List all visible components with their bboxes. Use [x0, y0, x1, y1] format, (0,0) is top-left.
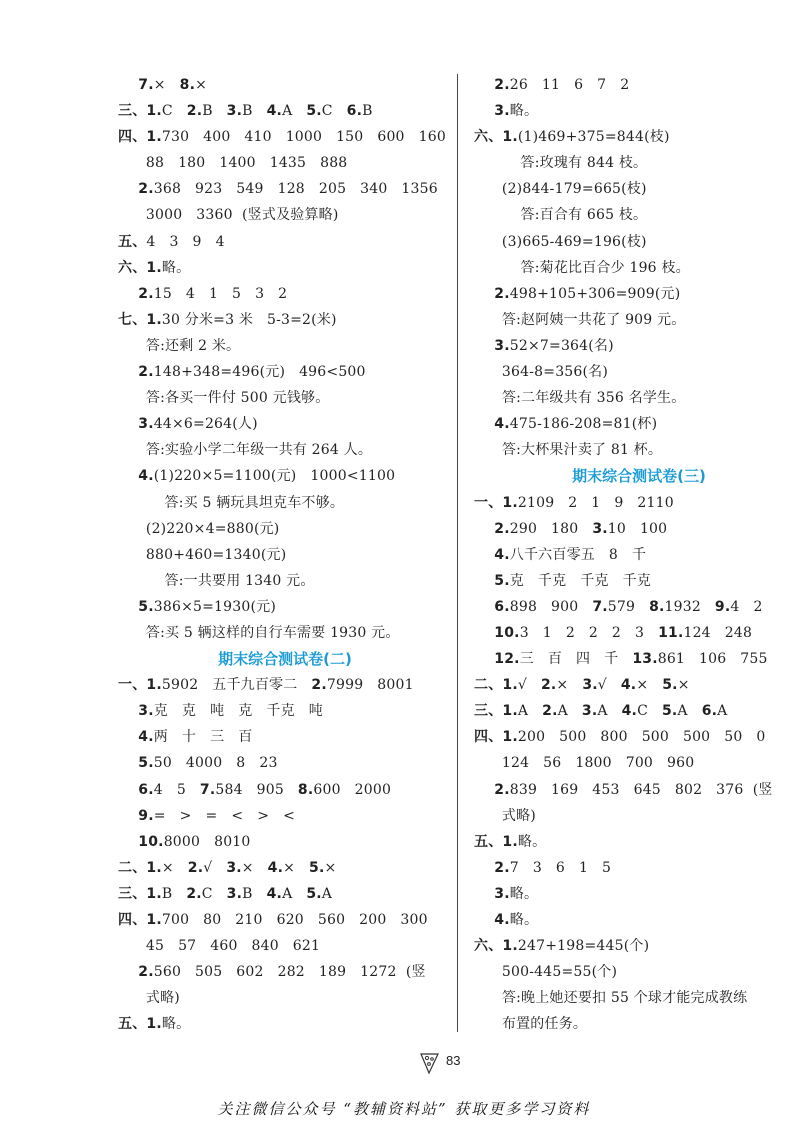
question-number: 三、1. [118, 103, 162, 120]
question-number: 7. [199, 781, 216, 798]
question-number: 8. [297, 781, 314, 798]
answer-text: C [321, 103, 347, 120]
answer-text: 式略) [474, 807, 536, 824]
answer-text: 148+348=496(元) 496<500 [153, 364, 366, 381]
question-number: 3. [118, 703, 154, 720]
answer-text: √ [517, 677, 541, 694]
answer-text: × [283, 859, 310, 876]
answer-text: × [195, 77, 208, 93]
answer-line [474, 281, 804, 307]
question-number: 一、1. [474, 494, 518, 511]
answer-text: 4 5 [153, 781, 200, 798]
answer-text: 答:菊花比百合少 196 枝。 [474, 259, 690, 276]
answer-line [474, 202, 804, 228]
question-number: 8. [649, 598, 665, 615]
answer-line [474, 516, 804, 542]
answer-text: 克 千克 千克 千克 [509, 572, 652, 589]
question-number: 2. [474, 859, 510, 876]
answer-text: 861 106 755 [657, 651, 768, 668]
answer-line [118, 672, 452, 698]
question-number: 六、1. [118, 259, 162, 276]
question-number: 二、1. [474, 677, 518, 694]
answer-text: A [517, 703, 543, 720]
answer-text: (3)665-469=196(枝) [474, 233, 647, 250]
answer-text: 200 500 800 500 500 50 0 [517, 729, 766, 746]
answer-text: 560 505 602 282 189 1272 (竖 [153, 964, 426, 981]
right-column [474, 72, 804, 1037]
answer-text: 5902 五千九百零二 [161, 677, 312, 694]
answer-line [118, 933, 452, 959]
answer-text: 答:实验小学二年级一共有 264 人。 [118, 442, 373, 459]
answer-text: A [677, 703, 702, 720]
answer-text: B [202, 103, 227, 120]
question-number: 6. [474, 598, 510, 615]
question-number: 五、1. [474, 833, 518, 850]
answer-text: 答:二年级共有 356 名学生。 [474, 390, 686, 407]
question-number: 2. [474, 520, 510, 537]
answer-text: A [597, 703, 622, 720]
answer-line [118, 855, 452, 881]
question-number: 2. [118, 181, 154, 198]
answer-line [474, 307, 804, 333]
answer-line [474, 881, 804, 907]
answer-line [118, 411, 452, 437]
answer-line [474, 568, 804, 594]
answer-text: 2109 2 1 9 2110 [517, 494, 674, 511]
answer-text: 三 百 四 千 [519, 651, 633, 668]
answer-line [474, 411, 804, 437]
question-number: 2. [186, 885, 202, 902]
question-number: 3. [226, 103, 243, 120]
answer-text: 898 900 [509, 598, 593, 615]
answer-text: × [556, 677, 583, 694]
question-number: 六、1. [474, 129, 518, 146]
answer-text: 式略) [118, 990, 180, 1007]
answer-line [118, 202, 452, 228]
question-number: 13. [632, 651, 658, 668]
answer-line [118, 1011, 452, 1037]
answer-line [474, 255, 804, 281]
question-number: 5. [306, 885, 322, 902]
question-number: 5. [661, 703, 678, 720]
answer-text: A [717, 703, 728, 720]
answer-text: 略。 [161, 259, 191, 276]
answer-text: (2)220×4=880(元) [118, 520, 280, 537]
answer-text: = > = < > < [153, 807, 296, 824]
pizza-slice-icon [418, 1050, 444, 1076]
question-number: 5. [474, 572, 510, 589]
answer-line [474, 594, 804, 620]
question-number: 2. [118, 364, 154, 381]
answer-line [474, 672, 804, 698]
question-number: 3. [226, 859, 242, 876]
answer-line [118, 307, 452, 333]
answer-line [118, 777, 452, 803]
answer-text: 略。 [509, 885, 539, 902]
answer-text: 1932 [664, 598, 715, 615]
question-number: 3. [474, 885, 510, 902]
answer-text: 4 3 9 4 [146, 233, 225, 250]
question-number: 2. [186, 103, 203, 120]
question-number: 4. [474, 416, 510, 433]
question-number: 5. [309, 859, 325, 876]
question-number: 五、 [118, 233, 147, 250]
answer-line [474, 359, 804, 385]
answer-line [118, 803, 452, 829]
answer-text: 30 分米=3 米 5-3=2(米) [161, 311, 337, 328]
answer-line [118, 594, 452, 620]
answer-text: 88 180 1400 1435 888 [118, 155, 348, 172]
answer-line [474, 620, 804, 646]
answer-text: 4 2 [730, 598, 763, 615]
answer-text: 52×7=364(名) [509, 337, 614, 354]
question-number: 6. [118, 781, 154, 798]
question-number: 11. [658, 624, 684, 641]
answer-text: 247+198=445(个) [517, 938, 650, 955]
question-number: 4. [118, 468, 154, 485]
answer-line [118, 959, 452, 985]
answer-line [118, 72, 452, 98]
question-number: 四、1. [118, 129, 162, 146]
answer-text: B [362, 103, 373, 120]
question-number: 9. [118, 807, 154, 824]
answer-text: √ [597, 677, 621, 694]
answer-line [474, 124, 804, 150]
answer-line [474, 385, 804, 411]
question-number: 三、1. [118, 885, 162, 902]
question-number: 2. [311, 677, 327, 694]
answer-line [118, 516, 452, 542]
answer-text: 290 180 [509, 520, 593, 537]
question-number: 3. [592, 520, 608, 537]
question-number: 5. [118, 598, 154, 615]
answer-text: 略。 [509, 912, 539, 928]
answer-line [118, 463, 452, 489]
question-number: 2. [540, 677, 557, 694]
question-number: 10. [474, 624, 520, 641]
answer-line [118, 985, 452, 1011]
answer-text: 500-445=55(个) [474, 964, 618, 981]
answer-text: 答:百合有 665 枝。 [474, 207, 648, 224]
question-number: 一、1. [118, 677, 162, 694]
question-number: 4. [620, 677, 637, 694]
question-number: 2. [187, 859, 204, 876]
question-number: 10. [118, 833, 164, 850]
answer-line [474, 750, 804, 776]
answer-line [474, 959, 804, 985]
answer-text: 答:赵阿姨一共花了 909 元。 [474, 311, 686, 328]
answer-text: × [636, 677, 663, 694]
question-number: 9. [714, 598, 731, 615]
answer-line [474, 777, 804, 803]
question-number: 7. [592, 598, 608, 615]
answer-line [118, 359, 452, 385]
answer-text: 880+460=1340(元) [118, 546, 287, 563]
question-number: 3. [474, 103, 510, 120]
answer-text: (1)469+375=844(枝) [517, 129, 670, 146]
answer-text: 3 1 2 2 2 3 [519, 624, 659, 641]
answer-text: × [153, 77, 180, 93]
answer-line [118, 881, 452, 907]
answer-line [118, 724, 452, 750]
answer-line [118, 620, 452, 646]
answer-text: 475-186-208=81(杯) [509, 416, 658, 433]
answer-text: 答:玫瑰有 844 枝。 [474, 155, 648, 172]
answer-line [118, 490, 452, 516]
answer-text: 579 [607, 598, 650, 615]
question-number: 二、1. [118, 859, 162, 876]
answer-line [118, 437, 452, 463]
answer-text: 答:买 5 辆这样的自行车需要 1930 元。 [118, 624, 400, 641]
question-number: 12. [474, 651, 520, 668]
answer-text: B [242, 103, 267, 120]
answer-text: B [242, 885, 267, 902]
answer-text: 10 100 [607, 520, 668, 537]
question-number: 4. [266, 103, 283, 120]
question-number: 5. [118, 755, 154, 772]
question-number: 6. [701, 703, 718, 720]
answer-line [474, 98, 804, 124]
answer-line [474, 542, 804, 568]
answer-line [118, 333, 452, 359]
question-number: 3. [581, 703, 598, 720]
answer-line [474, 437, 804, 463]
answer-line [118, 907, 452, 933]
answer-text: 364-8=356(名) [474, 364, 609, 381]
answer-text: 略。 [509, 103, 539, 120]
answer-text: 答:一共要用 1340 元。 [118, 572, 315, 589]
answer-text: √ [203, 859, 227, 876]
answer-text: × [161, 859, 188, 876]
answer-line [118, 698, 452, 724]
answer-text: 7999 8001 [326, 677, 414, 694]
answer-line [474, 176, 804, 202]
answer-line [474, 907, 804, 933]
answer-line [474, 724, 804, 750]
answer-text: 26 11 6 7 2 [509, 77, 630, 93]
answer-text: 600 2000 [313, 781, 392, 798]
question-number: 4. [118, 729, 154, 746]
footer-note: 关注微信公众号 “教辅资料站” 获取更多学习资料 [217, 1100, 591, 1118]
answer-text: 八千六百零五 8 千 [509, 546, 647, 563]
question-number: 5. [662, 677, 678, 694]
answer-line [118, 255, 452, 281]
column-divider [457, 74, 458, 1032]
section-heading: 期末综合测试卷(三) [572, 467, 706, 486]
answer-text: (2)844-179=665(枝) [474, 181, 647, 198]
question-number: 四、1. [118, 912, 162, 928]
question-number: 6. [346, 103, 363, 120]
answer-line [118, 229, 452, 255]
answer-text: 答:买 5 辆玩具坦克车不够。 [118, 494, 345, 511]
answer-text: 7 3 6 1 5 [509, 859, 612, 876]
question-number: 3. [226, 885, 243, 902]
answer-text: 克 克 吨 克 千克 吨 [153, 703, 323, 720]
answer-text: 124 56 1800 700 960 [474, 755, 695, 772]
question-number: 2. [474, 285, 510, 302]
question-number: 4. [474, 912, 510, 928]
page-number: 83 [446, 1053, 461, 1068]
answer-text: 45 57 460 840 621 [118, 938, 321, 955]
answer-line [474, 1011, 804, 1037]
answer-line [474, 829, 804, 855]
answer-text: C [201, 885, 227, 902]
answer-text: C [161, 103, 187, 120]
answer-text: 答:还剩 2 米。 [118, 337, 241, 354]
answer-text: C [637, 703, 662, 720]
answer-line [474, 72, 804, 98]
answer-text: 44×6=264(人) [153, 416, 258, 433]
answer-text: 略。 [517, 833, 547, 850]
answer-line [474, 933, 804, 959]
question-number: 2. [542, 703, 558, 720]
answer-text: B [161, 885, 187, 902]
answer-text: 答:晚上她还要扣 55 个球才能完成教练 [474, 990, 748, 1007]
answer-text: 布置的任务。 [474, 1016, 588, 1033]
answer-text: A [557, 703, 582, 720]
answer-text: 839 169 453 645 802 376 (竖 [509, 781, 773, 798]
answer-text: × [324, 859, 337, 876]
answer-text: 8000 8010 [163, 833, 251, 850]
left-column [118, 72, 452, 1037]
answer-text: A [282, 103, 307, 120]
answer-line [474, 985, 804, 1011]
answer-line [118, 829, 452, 855]
answer-text: A [321, 885, 333, 902]
answer-text: (1)220×5=1100(元) 1000<1100 [153, 468, 396, 485]
answer-line [118, 750, 452, 776]
answer-text: 3000 3360 (竖式及验算略) [118, 207, 339, 224]
answer-line [118, 150, 452, 176]
question-number: 4. [266, 885, 283, 902]
answer-line [474, 150, 804, 176]
answer-line [118, 385, 452, 411]
answer-line [118, 176, 452, 202]
answer-line [474, 698, 804, 724]
answer-text: 700 80 210 620 560 200 300 [161, 912, 428, 928]
answer-text: 15 4 1 5 3 2 [153, 285, 288, 302]
answer-text: 两 十 三 百 [153, 729, 253, 746]
answer-text: 略。 [161, 1016, 191, 1033]
question-number: 2. [474, 781, 510, 798]
question-number: 2. [118, 285, 154, 302]
answer-text: 答:各买一件付 500 元钱够。 [118, 390, 330, 407]
question-number: 4. [621, 703, 638, 720]
answer-text: A [282, 885, 307, 902]
question-number: 7. [118, 77, 154, 93]
question-number: 四、1. [474, 729, 518, 746]
answer-line [474, 646, 804, 672]
answer-text: 答:大杯果汁卖了 81 杯。 [474, 442, 663, 459]
answer-text: × [677, 677, 690, 694]
question-number: 3. [582, 677, 598, 694]
answer-line [474, 855, 804, 881]
answer-text: 368 923 549 128 205 340 1356 [153, 181, 438, 198]
question-number: 2. [118, 964, 154, 981]
question-number: 4. [474, 546, 510, 563]
answer-line [474, 490, 804, 516]
question-number: 3. [118, 416, 154, 433]
question-number: 5. [306, 103, 322, 120]
section-heading: 期末综合测试卷(二) [218, 650, 352, 669]
answer-text: 50 4000 8 23 [153, 755, 278, 772]
question-number: 2. [474, 77, 510, 93]
answer-line [474, 803, 804, 829]
answer-line [118, 124, 452, 150]
answer-line [118, 542, 452, 568]
answer-line [474, 229, 804, 255]
answer-text: 124 248 [683, 624, 753, 641]
answer-text: × [241, 859, 268, 876]
answer-text: 730 400 410 1000 150 600 160 [161, 129, 446, 146]
question-number: 六、1. [474, 938, 518, 955]
question-number: 3. [474, 337, 510, 354]
question-number: 五、1. [118, 1016, 162, 1033]
question-number: 8. [179, 77, 196, 93]
answer-line [118, 568, 452, 594]
answer-text: 498+105+306=909(元) [509, 285, 681, 302]
answer-line [474, 333, 804, 359]
answer-text: 386×5=1930(元) [153, 598, 277, 615]
question-number: 4. [267, 859, 284, 876]
answer-line [118, 98, 452, 124]
question-number: 七、1. [118, 311, 162, 328]
question-number: 三、1. [474, 703, 518, 720]
answer-text: 584 905 [215, 781, 298, 798]
answer-line [118, 281, 452, 307]
